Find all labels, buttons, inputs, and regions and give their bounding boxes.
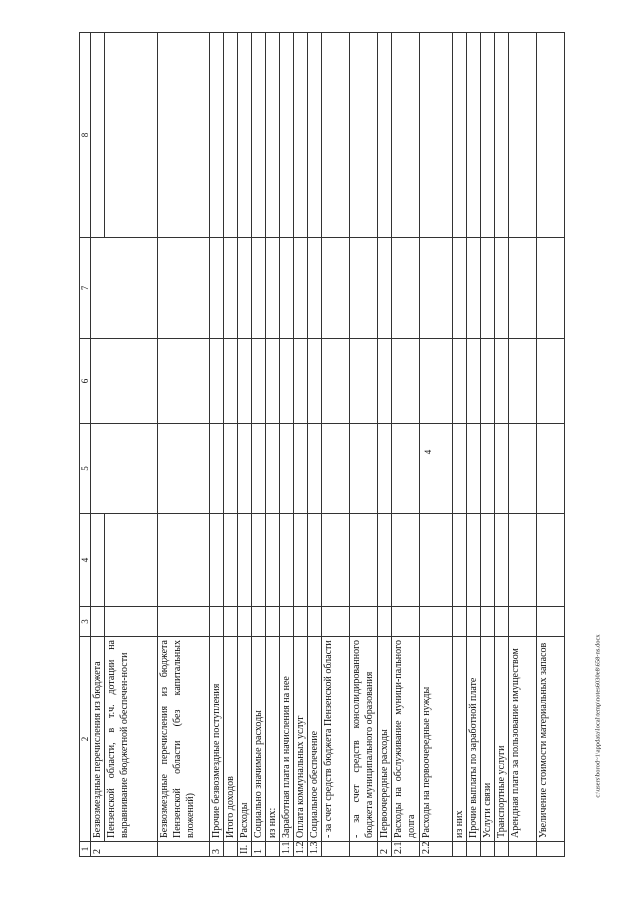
table-row (350, 33, 378, 857)
table-row (481, 33, 495, 857)
rotated-table-container (79, 33, 604, 857)
table-row (378, 33, 392, 857)
row-label-line: Пензенской области, в т.ч. дотации на выравнивание бюджетной обеспечен-ности (106, 640, 130, 838)
row-label: Первоочередные расходы (378, 637, 392, 842)
row-number (322, 842, 350, 857)
row-number (537, 842, 565, 857)
row-number (495, 842, 509, 857)
row-label: Услуги связи (481, 637, 495, 842)
table-row (158, 33, 210, 857)
table-row (210, 33, 224, 857)
row-label: Безвозмездные перечисления из бюджета Пензенской области (без капитальных вложений) (158, 637, 210, 842)
table-row (392, 33, 420, 857)
row-number: 2 (91, 842, 158, 857)
row-number (158, 842, 210, 857)
row-number: 1.3 (308, 842, 322, 857)
file-path-footer: c:\users\borod~1\appdata\local\temp\notes6030e8\658-ns.docx (594, 634, 602, 798)
table-row (453, 33, 467, 857)
table-row (495, 33, 509, 857)
row-label: - за счет средств консолидированного бюджета муниципального образования (350, 637, 378, 842)
row-label: Увеличение стоимости материальных запасов (537, 637, 565, 842)
row-number: 1.1 (280, 842, 294, 857)
table-row (537, 33, 565, 857)
row-number (266, 842, 280, 857)
table-row (252, 33, 266, 857)
row-number (350, 842, 378, 857)
table-row (266, 33, 280, 857)
table-row (224, 33, 238, 857)
budget-table (79, 32, 565, 857)
row-label: Заработная плата и начисления на нее (280, 637, 294, 842)
row-label: Расходы (238, 637, 252, 842)
table-row (509, 33, 537, 857)
col-1-header: 1 (80, 842, 91, 857)
row-label (91, 637, 158, 842)
col-8-header: 8 (80, 33, 91, 238)
table-row (322, 33, 350, 857)
row-number: 2 (378, 842, 392, 857)
col-5-header: 5 (80, 424, 91, 514)
row-number (453, 842, 467, 857)
col-2-header: 2 (80, 637, 91, 842)
header-row (80, 33, 91, 857)
row-label: Арендная плата за пользование имуществом (509, 637, 537, 842)
col-3-header: 3 (80, 607, 91, 637)
row-label: Социально значимые расходы (252, 637, 266, 842)
row-label: Расходы на обслуживание муници-пального долга (392, 637, 420, 842)
table-row (238, 33, 252, 857)
table-row (91, 33, 158, 857)
page-number: 4 (423, 449, 433, 455)
row-label: Прочие безвозмездные поступления (210, 637, 224, 842)
table-row (420, 33, 453, 857)
table-row (294, 33, 308, 857)
row-number (481, 842, 495, 857)
row-label: Расходы на первоочередные нужды (420, 637, 453, 842)
row-number (509, 842, 537, 857)
row-label: из них: (266, 637, 280, 842)
row-label: Оплата коммунальных услуг (294, 637, 308, 842)
row-number: 2.1 (392, 842, 420, 857)
row-number: 1 (252, 842, 266, 857)
table-row (467, 33, 481, 857)
row-label: Итого доходов (224, 637, 238, 842)
table-row (308, 33, 322, 857)
row-number: 2.2 (420, 842, 453, 857)
row-number: II. (238, 842, 252, 857)
row-label-line: Безвозмездные перечисления из бюджета (91, 637, 105, 841)
row-number (467, 842, 481, 857)
row-label: Прочие выплаты по заработной плате (467, 637, 481, 842)
row-label: Социальное обеспечение (308, 637, 322, 842)
row-label: из них (453, 637, 467, 842)
table-row (280, 33, 294, 857)
row-label: Транспортные услуги (495, 637, 509, 842)
col-6-header: 6 (80, 339, 91, 424)
row-label: - за счет средств бюджета Пензенской области (322, 637, 350, 842)
row-number: 3 (210, 842, 224, 857)
row-number (224, 842, 238, 857)
col-7-header: 7 (80, 238, 91, 339)
row-number: 1.2 (294, 842, 308, 857)
col-4-header: 4 (80, 514, 91, 607)
